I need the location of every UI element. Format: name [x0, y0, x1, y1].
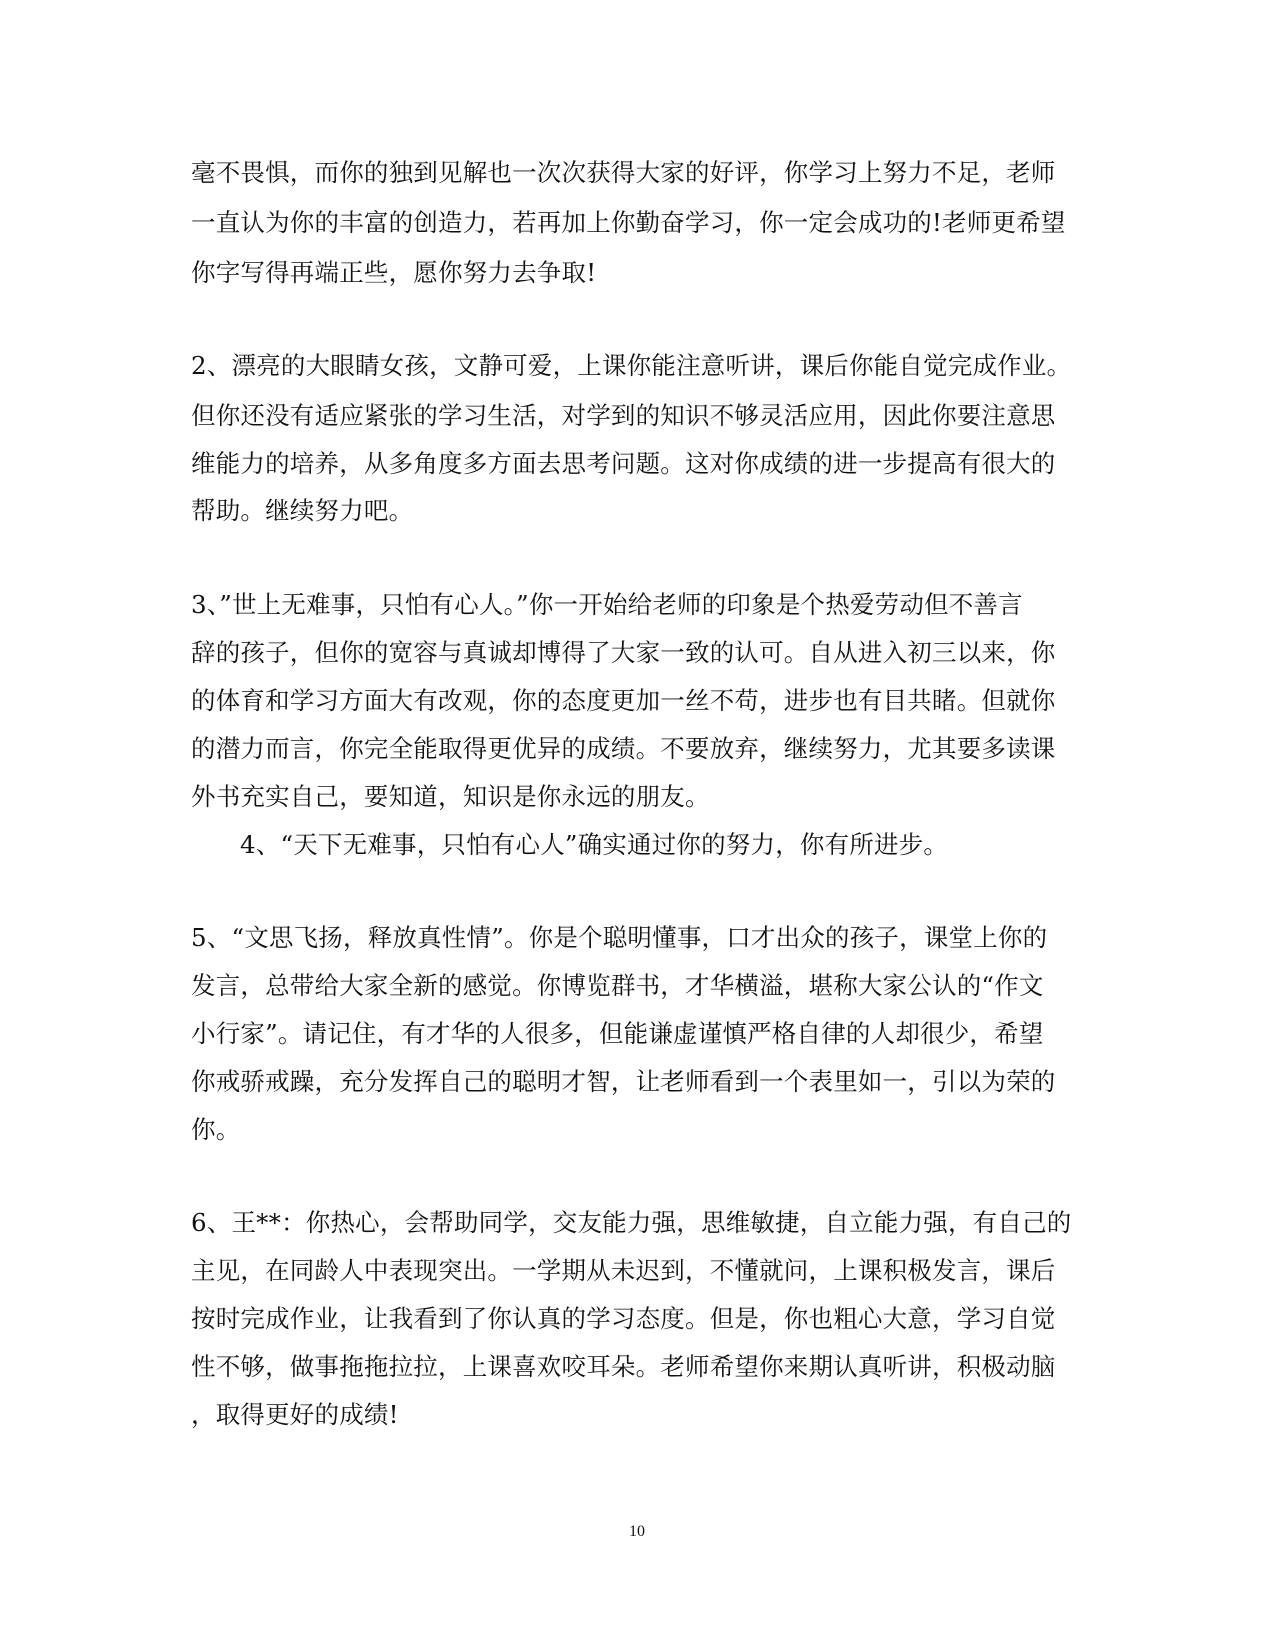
paragraph-4-line-1: 4、“天下无难事，只怕有心人”确实通过你的努力，你有所进步。: [240, 830, 949, 859]
paragraph-3-line-4: 的潜力而言，你完全能取得更优异的成绩。不要放弃，继续努力，尤其要多读课: [191, 734, 1056, 763]
paragraph-5-line-1: 5、“文思飞扬，释放真性情”。你是个聪明懂事，口才出众的孩子，课堂上你的: [191, 923, 1048, 952]
paragraph-3-line-5: 外书充实自己，要知道，知识是你永远的朋友。: [191, 782, 710, 811]
paragraph-2-line-3: 维能力的培养，从多角度多方面去思考问题。这对你成绩的进一步提高有很大的: [191, 449, 1056, 478]
paragraph-3-line-3: 的体育和学习方面大有改观，你的态度更加一丝不苟，进步也有目共睹。但就你: [191, 686, 1056, 715]
paragraph-5-line-5: 你。: [191, 1115, 241, 1144]
paragraph-5-line-4: 你戒骄戒躁，充分发挥自己的聪明才智，让老师看到一个表里如一，引以为荣的: [191, 1067, 1056, 1096]
paragraph-5-line-3: 小行家”。请记住，有才华的人很多，但能谦虚谨慎严格自律的人却很少，希望: [191, 1019, 1044, 1048]
paragraph-6-line-1: 6、王**：你热心，会帮助同学，交友能力强，思维敏捷，自立能力强，有自己的: [191, 1208, 1072, 1237]
paragraph-6-line-4: 性不够，做事拖拖拉拉，上课喜欢咬耳朵。老师希望你来期认真听讲，积极动脑: [191, 1352, 1056, 1381]
paragraph-2-line-4: 帮助。继续努力吧。: [191, 496, 414, 525]
paragraph-6-line-2: 主见，在同龄人中表现突出。一学期从未迟到，不懂就问，上课积极发言，课后: [191, 1256, 1056, 1285]
paragraph-6-line-3: 按时完成作业，让我看到了你认真的学习态度。但是，你也粗心大意，学习自觉: [191, 1304, 1056, 1333]
paragraph-1-line-2: 一直认为你的丰富的创造力，若再加上你勤奋学习，你一定会成功的!老师更希望: [191, 208, 1066, 237]
paragraph-3-line-1: 3、”世上无难事，只怕有心人。”你一开始给老师的印象是个热爱劳动但不善言: [191, 590, 1023, 619]
paragraph-1-line-3: 你字写得再端正些，愿你努力去争取!: [191, 258, 597, 287]
page-number: 10: [629, 1523, 645, 1540]
paragraph-2-line-1: 2、漂亮的大眼睛女孩，文静可爱，上课你能注意听讲，课后你能自觉完成作业。: [191, 351, 1072, 380]
paragraph-6-line-5: ，取得更好的成绩!: [191, 1400, 399, 1429]
paragraph-2-line-2: 但你还没有适应紧张的学习生活，对学到的知识不够灵活应用，因此你要注意思: [191, 401, 1056, 430]
paragraph-3-line-2: 辞的孩子，但你的宽容与真诚却博得了大家一致的认可。自从进入初三以来，你: [191, 638, 1056, 667]
paragraph-5-line-2: 发言，总带给大家全新的感觉。你博览群书，才华横溢，堪称大家公认的“作文: [191, 971, 1044, 1000]
paragraph-1-line-1: 毫不畏惧，而你的独到见解也一次次获得大家的好评，你学习上努力不足，老师: [191, 158, 1056, 187]
